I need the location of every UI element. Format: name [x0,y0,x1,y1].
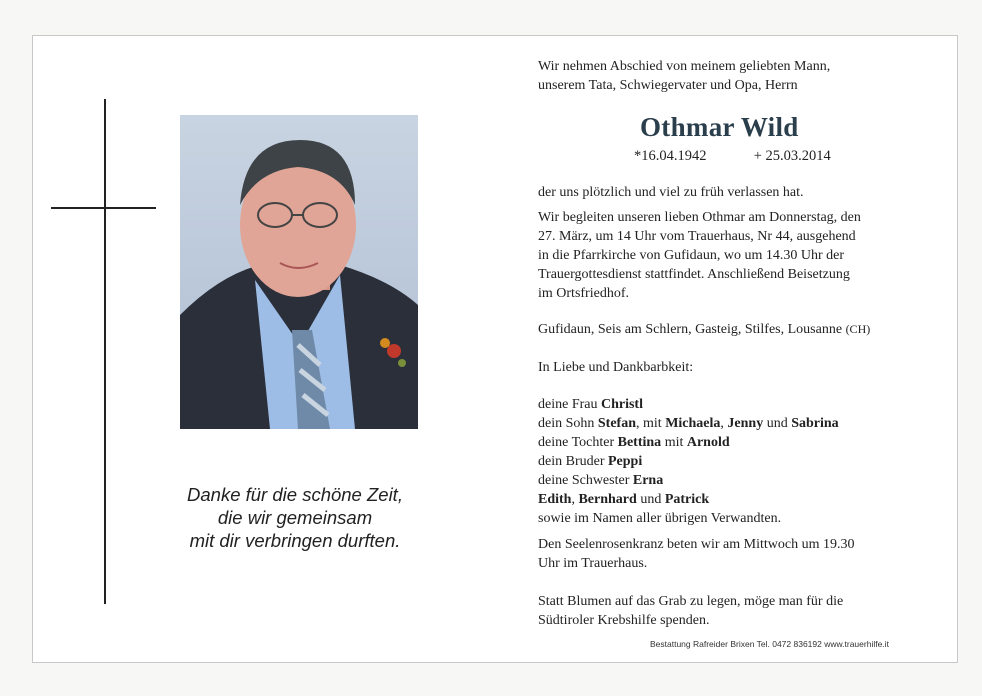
rosary-line: Uhr im Trauerhaus. [538,556,648,571]
label: deine Tochter [538,435,618,450]
label: deine Frau [538,397,601,412]
deceased-name: Othmar Wild [640,112,799,142]
label: , [571,492,579,507]
portrait-photo [180,115,418,429]
flowers-text [538,592,843,630]
love-text [538,358,693,377]
label: mit [661,435,687,450]
rosary-line: Den Seelenrosenkranz beten wir am Mittwoch um 19.30 [538,537,855,552]
relative-name: Patrick [664,492,710,507]
son-name: Stefan [597,416,637,431]
intro-line: Wir nehmen Abschied von meinem geliebten Mann, [538,59,831,74]
places-suffix: (CH) [845,322,871,336]
grandchild-name: Michaela [665,416,721,431]
love-line: In Liebe und Dankbarbkeit: [538,360,694,375]
brother-name: Peppi [607,454,643,469]
funeral-text [538,208,861,303]
label: , [720,416,728,431]
relative-name: Bernhard [578,492,637,507]
cross-horizontal-bar [51,207,156,209]
flowers-line: Südtiroler Krebshilfe spenden. [538,613,710,628]
quote-line: mit dir verbringen durften. [189,530,401,551]
family-brother [538,452,839,471]
cross-vertical-bar [104,99,106,604]
death-date: + 25.03.2014 [753,148,831,164]
quote-line: Danke für die schöne Zeit, [187,484,403,505]
daughter-name: Bettina [617,435,662,450]
funeral-line: im Ortsfriedhof. [538,286,629,301]
intro-text [538,57,830,95]
label: dein Sohn [538,416,598,431]
quote-line: die wir gemeinsam [217,507,373,528]
sister-name: Erna [632,473,664,488]
flowers-line: Statt Blumen auf das Grab zu legen, möge man für die [538,594,844,609]
life-dates [634,148,831,165]
label: und [636,492,665,507]
label: deine Schwester [538,473,633,488]
grandchild-name: Jenny [727,416,764,431]
portrait-illustration [180,115,418,429]
relatives-line: sowie im Namen aller übrigen Verwandten. [538,511,782,526]
funeral-line: Trauergottesdienst stattfindet. Anschließend Beisetzung [538,267,850,282]
birth-date: *16.04.1942 [634,148,707,164]
passed-line: der uns plötzlich und viel zu früh verlassen hat. [538,185,804,200]
places-list: Gufidaun, Seis am Schlern, Gasteig, Stilfes, Lousanne [538,322,843,337]
label: dein Bruder [538,454,608,469]
quote-block [150,483,440,552]
funeral-line: Wir begleiten unseren lieben Othmar am Donnerstag, den [538,210,861,225]
family-list [538,395,839,528]
rosary-text [538,535,854,573]
relative-name: Edith [538,492,572,507]
family-daughter [538,433,839,452]
funeral-line: in die Pfarrkirche von Gufidaun, wo um 14.30 Uhr der [538,248,844,263]
wife-name: Christl [600,397,643,412]
family-sister [538,471,839,490]
undertaker-footer: Bestattung Rafreider Brixen Tel. 0472 836192 www.trauerhilfe.it [650,639,889,649]
family-son [538,414,839,433]
grandchild-name: Sabrina [791,416,839,431]
family-wife [538,395,839,414]
places-text [538,320,870,339]
partner-name: Arnold [686,435,730,450]
funeral-line: 27. März, um 14 Uhr vom Trauerhaus, Nr 44, ausgehend [538,229,856,244]
label: , mit [636,416,666,431]
family-nephews [538,490,839,509]
label: und [763,416,792,431]
intro-line: unserem Tata, Schwiegervater und Opa, Herrn [538,78,798,93]
passed-text [538,183,804,202]
